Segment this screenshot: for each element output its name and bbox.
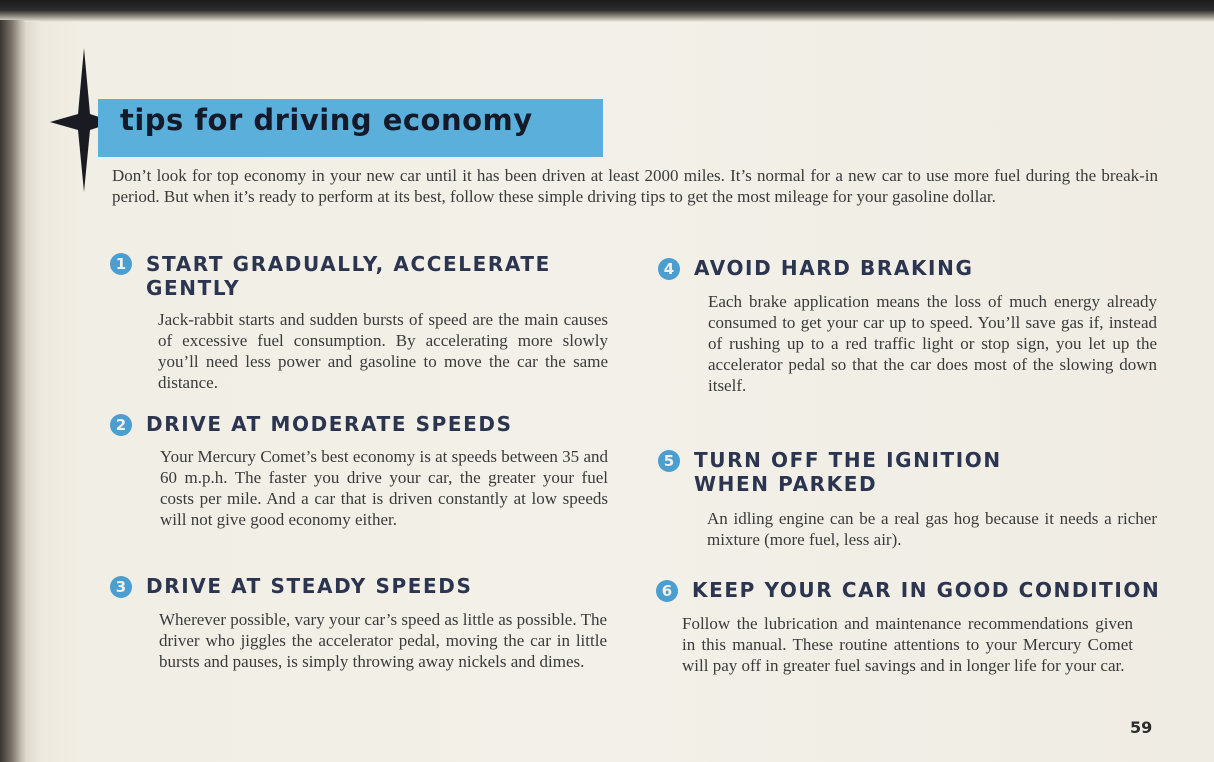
tip-heading: START GRADUALLY, ACCELERATE GENTLY bbox=[146, 252, 551, 300]
tip-number-badge: 1 bbox=[110, 253, 132, 275]
tip-text: Each brake application means the loss of much energy already consumed to get your car up to speed. You’ll save gas if, instead of rushing up to a red traffic light or stop sign, you let up the accelerator pedal so that the car does most of the slowing down itself. bbox=[708, 292, 1157, 395]
tip-heading: KEEP YOUR CAR IN GOOD CONDITION bbox=[692, 578, 1161, 602]
tip-number-badge: 2 bbox=[110, 414, 132, 436]
tip-heading: TURN OFF THE IGNITION WHEN PARKED bbox=[694, 448, 1002, 496]
tip-heading: AVOID HARD BRAKING bbox=[694, 256, 974, 280]
tip-number-badge: 5 bbox=[658, 450, 680, 472]
tip-text: Wherever possible, vary your car’s speed as little as possible. The driver who jiggles the accelerator pedal, moving the car in little bursts and pauses, is simply throwing away nickels and dimes. bbox=[159, 610, 607, 671]
page-title: tips for driving economy bbox=[120, 103, 533, 137]
tip-number-badge: 3 bbox=[110, 576, 132, 598]
page-number: 59 bbox=[1130, 718, 1153, 737]
page-top-edge bbox=[0, 0, 1214, 22]
intro-paragraph: Don’t look for top economy in your new car until it has been driven at least 2000 miles. It’s normal for a new car to use more fuel during the break-in period. But when it’s ready to perform at its best, follow these simple driving tips to get the most mileage for your gasoline dollar. bbox=[112, 166, 1158, 206]
book-spine-shadow bbox=[0, 20, 26, 762]
tip-heading: DRIVE AT MODERATE SPEEDS bbox=[146, 412, 513, 436]
tip-number-badge: 4 bbox=[658, 258, 680, 280]
tip-number-badge: 6 bbox=[656, 580, 678, 602]
tip-text: An idling engine can be a real gas hog because it needs a richer mixture (more fuel, less air). bbox=[707, 509, 1157, 549]
tip-text: Your Mercury Comet’s best economy is at speeds between 35 and 60 m.p.h. The faster you drive your car, the greater your fuel costs per mile. And a car that is driven constantly at low speeds will not give good economy either. bbox=[160, 447, 608, 529]
tip-text: Jack-rabbit starts and sudden bursts of speed are the main causes of excessive fuel consumption. By accelerating more slowly you’ll need less power and gasoline to move the car the same distance. bbox=[158, 310, 608, 392]
tip-text: Follow the lubrication and maintenance recommendations given in this manual. These routine attentions to your Mercury Comet will pay off in greater fuel savings and in longer life for your car. bbox=[682, 614, 1133, 675]
tip-heading: DRIVE AT STEADY SPEEDS bbox=[146, 574, 473, 598]
